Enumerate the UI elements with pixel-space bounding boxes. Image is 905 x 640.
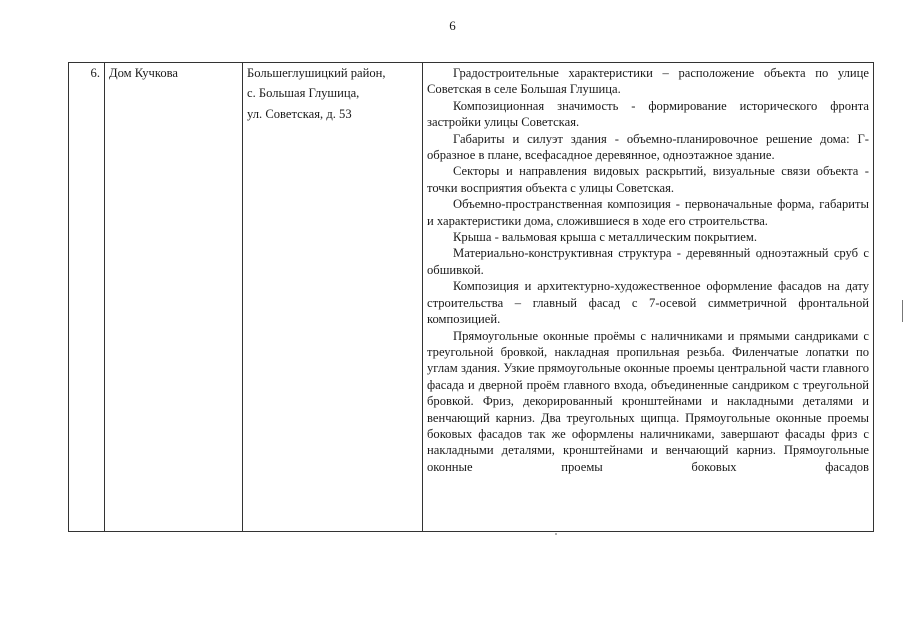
row-number: 6. [69,63,105,532]
object-location [243,63,423,532]
location-address: ул. Советская, д. 53 [247,106,352,121]
location-district: Большеглушицкий район, [247,66,386,80]
description-paragraph: Градостроительные характеристики – расположение объекта по улице Советская в селе Большая Глушица. [427,66,869,97]
object-description [423,63,874,532]
description-paragraph: Материально-конструктивная структура - деревянный одноэтажный сруб с обшивкой. [427,246,869,277]
description-paragraph: Композиционная значимость - формирование исторического фронта застройки улицы Советская. [427,98,869,130]
page-number: 6 [449,18,456,33]
description-paragraph: Габариты и силуэт здания - объемно-планировочное решение дома: Г-образное в плане, всефасадное деревянное, одноэтажное здание. [427,131,869,163]
description-paragraph: Объемно-пространственная композиция - первоначальные форма, габариты и характеристики дома, сложившиеся в ходе его строительства. [427,197,869,228]
object-name: Дом Кучкова [105,63,243,532]
scan-edge-mark [902,300,903,322]
table-row [69,63,874,532]
description-paragraph: Секторы и направления видовых раскрытий, визуальные связи объекта - точки восприятия объекта с улицы Советская. [427,164,869,195]
description-paragraph: Прямоугольные оконные проёмы с наличниками и прямыми сандриками с треугольной бровкой, накладная пропильная резьба. Филенчатые лопатки по углам здания. Узкие прямоугольные оконные проемы центральной части главного фасада и дверной проём главного входа, объединенные сандриком с треугольной бровкой. Фриз, декорированный кронштейнами и накладными деталями и венчающий карниз. Два треугольных щипца. Прямоугольные оконные проемы боковых фасадов так же оформлены наличниками, завершают фасады фриз с накладными деталями, кронштейнами и венчающий карниз. Прямоугольные оконные проемы боковых фасадов [427,328,869,474]
description-paragraph: Крыша - вальмовая крыша с металлическим покрытием. [453,230,757,245]
location-settlement: с. Большая Глушица, [247,86,360,101]
description-paragraph: Композиция и архитектурно-художественное оформление фасадов на дату строительства – главный фасад с 7-осевой симметричной фронтальной композицией. [427,279,869,327]
scan-dot [555,533,557,535]
heritage-object-table [68,62,874,532]
